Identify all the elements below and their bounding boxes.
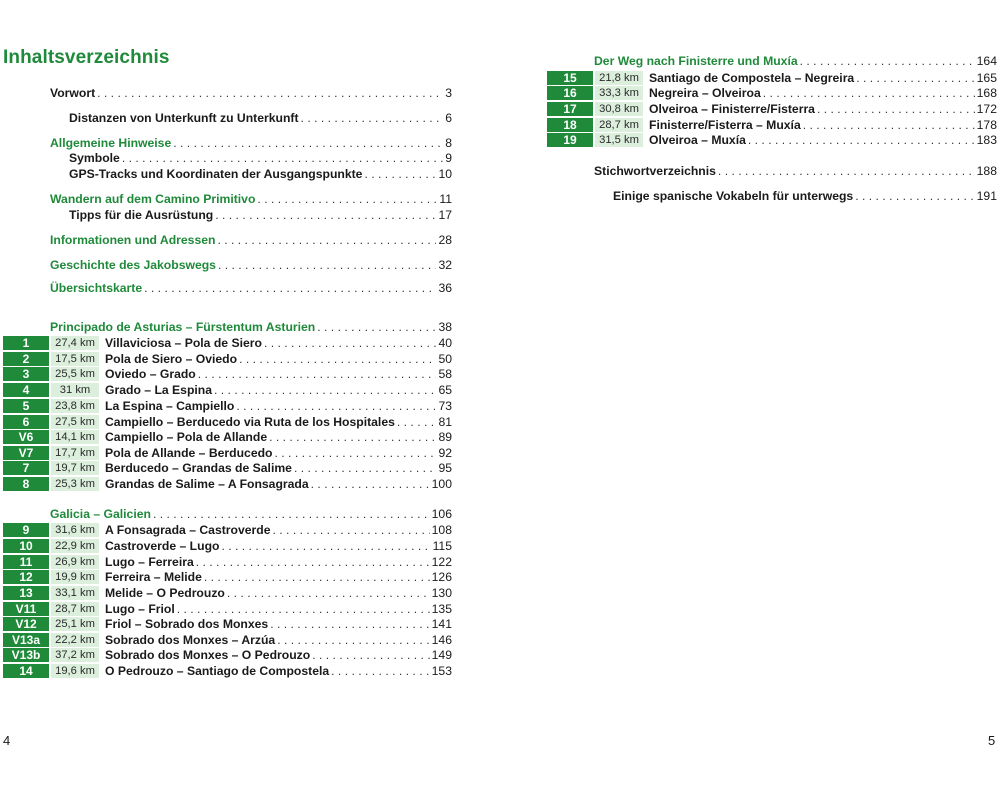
entry-label: Geschichte des Jakobswegs (50, 258, 216, 272)
leader-dots (122, 151, 443, 166)
stage-distance: 25,5 km (51, 367, 99, 381)
stage-page: 58 (438, 366, 452, 381)
stage-number-badge: 6 (3, 415, 49, 429)
stage-distance: 33,1 km (51, 586, 99, 600)
stage-page: 89 (438, 429, 452, 444)
leader-dots (311, 477, 430, 491)
leader-dots (748, 133, 975, 147)
entry-label: Übersichtskarte (50, 281, 143, 295)
entry-page: 3 (445, 86, 452, 100)
stage-row[interactable] (547, 85, 997, 100)
leader-dots (227, 586, 430, 600)
stage-distance: 26,9 km (51, 555, 99, 569)
toc-entry-wandern[interactable] (50, 192, 452, 207)
stage-row[interactable] (3, 663, 452, 678)
leader-dots (217, 233, 436, 248)
entry-page: 32 (438, 258, 452, 272)
stage-page: 141 (431, 616, 452, 631)
leader-dots (803, 118, 975, 132)
stage-distance: 14,1 km (51, 430, 99, 444)
stage-page: 122 (431, 554, 452, 569)
entry-page: 38 (438, 320, 452, 334)
stage-page: 153 (431, 663, 452, 678)
entry-page: 10 (438, 167, 452, 181)
stage-number-badge: V13b (3, 648, 49, 662)
stage-distance: 31,5 km (595, 133, 643, 147)
leader-dots (97, 86, 443, 101)
leader-dots (153, 507, 430, 522)
leader-dots (317, 320, 436, 335)
stage-number-badge: 13 (3, 586, 49, 600)
stage-number-badge: 1 (3, 336, 49, 350)
leader-dots (214, 383, 436, 397)
entry-label: Tipps für die Ausrüstung (69, 208, 214, 222)
stage-number-badge: 17 (547, 102, 593, 116)
leader-dots (270, 617, 429, 631)
stage-row[interactable] (547, 132, 997, 147)
stage-number-badge: 7 (3, 461, 49, 475)
page-number-right: 5 (988, 733, 996, 748)
entry-label: Allgemeine Hinweise (50, 136, 172, 150)
stage-distance: 17,5 km (51, 352, 99, 366)
leader-dots (269, 430, 436, 444)
stage-number-badge: V13a (3, 633, 49, 647)
stage-number-badge: 15 (547, 71, 593, 85)
leader-dots (718, 164, 975, 179)
stage-distance: 28,7 km (595, 118, 643, 132)
stage-number-badge: 18 (547, 118, 593, 132)
leader-dots (204, 570, 430, 584)
toc-entry-vorwort[interactable] (50, 86, 452, 101)
stage-page: 100 (431, 476, 452, 491)
stage-label: Olveiroa – Muxía (649, 132, 746, 147)
stage-row[interactable] (547, 70, 997, 85)
stage-page: 135 (431, 601, 452, 616)
leader-dots (239, 352, 436, 366)
stage-page: 165 (976, 70, 997, 85)
entry-page: 11 (439, 192, 452, 206)
stage-row[interactable] (3, 398, 452, 413)
leader-dots (855, 189, 974, 204)
entry-page: 9 (445, 151, 452, 165)
stage-distance: 31 km (51, 383, 99, 397)
stage-number-badge: 19 (547, 133, 593, 147)
leader-dots (264, 336, 436, 350)
leader-dots (397, 415, 437, 429)
entry-label: Distanzen von Unterkunft zu Unterkunft (69, 111, 299, 125)
toc-section-asturias[interactable] (50, 320, 452, 335)
stage-label: O Pedrouzo – Santiago de Compostela (105, 663, 330, 678)
stage-page: 130 (431, 585, 452, 600)
stage-label: La Espina – Campiello (105, 398, 235, 413)
stage-distance: 27,5 km (51, 415, 99, 429)
stage-number-badge: 5 (3, 399, 49, 413)
leader-dots (294, 461, 436, 475)
toc-title: Inhaltsverzeichnis (3, 47, 170, 68)
toc-entry-distanzen[interactable] (69, 111, 452, 126)
leader-dots (215, 208, 436, 223)
leader-dots (763, 86, 975, 100)
leader-dots (312, 648, 429, 662)
stage-row[interactable] (3, 554, 452, 569)
stage-label: Oviedo – Grado (105, 366, 196, 381)
stage-page: 73 (438, 398, 452, 413)
stage-label: Sobrado dos Monxes – Arzúa (105, 632, 276, 647)
stage-label: A Fonsagrada – Castroverde (105, 522, 271, 537)
stage-label: Campiello – Pola de Allande (105, 429, 268, 444)
stage-label: Pola de Allande – Berducedo (105, 445, 273, 460)
stage-number-badge: V6 (3, 430, 49, 444)
stage-label: Ferreira – Melide (105, 569, 202, 584)
stage-distance: 21,8 km (595, 71, 643, 85)
stage-row[interactable] (547, 101, 997, 116)
stage-number-badge: 8 (3, 477, 49, 491)
entry-label: GPS-Tracks und Koordinaten der Ausgangspunkte (69, 167, 363, 181)
stage-label: Finisterre/Fisterra – Muxía (649, 117, 801, 132)
stage-label: Santiago de Compostela – Negreira (649, 70, 855, 85)
stage-distance: 19,7 km (51, 461, 99, 475)
stage-row[interactable] (3, 335, 452, 350)
entry-page: 17 (438, 208, 452, 222)
section-label: Der Weg nach Finisterre und Muxía (594, 54, 798, 68)
stage-number-badge: 12 (3, 570, 49, 584)
stage-row[interactable] (3, 538, 452, 553)
leader-dots (856, 71, 974, 85)
stage-page: 81 (438, 414, 452, 429)
stage-label: Pola de Siero – Oviedo (105, 351, 238, 366)
stage-row[interactable] (3, 585, 452, 600)
leader-dots (301, 111, 444, 126)
stage-page: 149 (431, 647, 452, 662)
stage-number-badge: V12 (3, 617, 49, 631)
stage-label: Olveiroa – Finisterre/Fisterra (649, 101, 815, 116)
entry-label: Vorwort (50, 86, 96, 100)
stage-distance: 23,8 km (51, 399, 99, 413)
stage-label: Villaviciosa – Pola de Siero (105, 335, 262, 350)
entry-page: 28 (438, 233, 452, 247)
stage-label: Friol – Sobrado dos Monxes (105, 616, 269, 631)
stage-page: 40 (438, 335, 452, 350)
stage-row[interactable] (3, 569, 452, 584)
entry-page: 6 (445, 111, 452, 125)
leader-dots (196, 555, 430, 569)
section-label: Galicia – Galicien (50, 507, 151, 521)
stage-distance: 17,7 km (51, 446, 99, 460)
stage-row[interactable] (3, 429, 452, 444)
stage-page: 115 (432, 538, 452, 553)
toc-entry-informationen[interactable] (50, 233, 452, 248)
stage-number-badge: 11 (3, 555, 49, 569)
stage-label: Berducedo – Grandas de Salime (105, 460, 292, 475)
stage-number-badge: 10 (3, 539, 49, 553)
stage-row[interactable] (547, 117, 997, 132)
stage-page: 172 (976, 101, 997, 116)
stage-distance: 22,2 km (51, 633, 99, 647)
entry-label: Informationen und Adressen (50, 233, 216, 247)
entry-label: Wandern auf dem Camino Primitivo (50, 192, 256, 206)
toc-entry-allgemeine-hinweise[interactable] (50, 136, 452, 151)
stage-distance: 19,9 km (51, 570, 99, 584)
stage-row[interactable] (3, 414, 452, 429)
entry-page: 106 (431, 507, 452, 521)
stage-row[interactable] (3, 601, 452, 616)
leader-dots (257, 192, 437, 207)
leader-dots (817, 102, 975, 116)
stage-number-badge: 2 (3, 352, 49, 366)
stage-row[interactable] (3, 460, 452, 475)
stage-distance: 33,3 km (595, 86, 643, 100)
stage-label: Lugo – Ferreira (105, 554, 194, 569)
toc-section-galicia[interactable] (50, 507, 452, 522)
stage-page: 168 (976, 85, 997, 100)
stage-page: 95 (438, 460, 452, 475)
stage-distance: 25,1 km (51, 617, 99, 631)
stage-number-badge: 16 (547, 86, 593, 100)
stage-row[interactable] (3, 522, 452, 537)
stage-row[interactable] (3, 476, 452, 491)
stage-row[interactable] (3, 632, 452, 647)
leader-dots (221, 539, 430, 553)
stage-distance: 19,6 km (51, 664, 99, 678)
stage-label: Grandas de Salime – A Fonsagrada (105, 476, 309, 491)
stage-row[interactable] (3, 647, 452, 662)
stage-distance: 31,6 km (51, 523, 99, 537)
stage-page: 108 (431, 522, 452, 537)
stage-distance: 27,4 km (51, 336, 99, 350)
entry-page: 164 (976, 54, 997, 68)
stage-label: Negreira – Olveiroa (649, 85, 761, 100)
leader-dots (198, 367, 437, 381)
stage-distance: 37,2 km (51, 648, 99, 662)
stage-number-badge: 3 (3, 367, 49, 381)
toc-entry-gps-tracks[interactable] (69, 167, 452, 182)
toc-entry-geschichte[interactable] (50, 258, 452, 273)
stage-number-badge: 9 (3, 523, 49, 537)
stage-number-badge: V7 (3, 446, 49, 460)
toc-entry-symbole[interactable] (69, 151, 452, 166)
leader-dots (800, 54, 975, 69)
stage-page: 92 (438, 445, 452, 460)
leader-dots (331, 664, 430, 678)
entry-label: Symbole (69, 151, 120, 165)
stage-label: Castroverde – Lugo (105, 538, 220, 553)
entry-page: 188 (976, 164, 997, 178)
stage-label: Campiello – Berducedo via Ruta de los Hospitales (105, 414, 395, 429)
stage-row[interactable] (3, 616, 452, 631)
toc-entry-stichwortverzeichnis[interactable] (594, 164, 997, 179)
entry-page: 36 (438, 281, 452, 295)
leader-dots (275, 446, 437, 460)
section-label: Principado de Asturias – Fürstentum Asturien (50, 320, 316, 334)
stage-distance: 25,3 km (51, 477, 99, 491)
page-number-left: 4 (3, 733, 11, 748)
leader-dots (177, 602, 430, 616)
entry-page: 8 (445, 136, 452, 150)
stage-label: Lugo – Friol (105, 601, 175, 616)
toc-entry-tipps[interactable] (69, 208, 452, 223)
leader-dots (173, 136, 443, 151)
stage-distance: 22,9 km (51, 539, 99, 553)
stage-label: Grado – La Espina (105, 382, 213, 397)
leader-dots (218, 258, 436, 273)
stage-row[interactable] (3, 382, 452, 397)
leader-dots (236, 399, 436, 413)
leader-dots (277, 633, 429, 647)
stage-distance: 30,8 km (595, 102, 643, 116)
entry-label: Stichwortverzeichnis (594, 164, 716, 178)
stage-page: 65 (438, 382, 452, 397)
stage-row[interactable] (3, 366, 452, 381)
entry-label: Einige spanische Vokabeln für unterwegs (613, 189, 854, 203)
toc-section-finisterre[interactable] (594, 54, 997, 69)
stage-page: 146 (431, 632, 452, 647)
stage-row[interactable] (3, 445, 452, 460)
stage-row[interactable] (3, 351, 452, 366)
stage-distance: 28,7 km (51, 602, 99, 616)
stage-page: 50 (438, 351, 452, 366)
leader-dots (273, 523, 430, 537)
stage-label: Melide – O Pedrouzo (105, 585, 225, 600)
stage-number-badge: 14 (3, 664, 49, 678)
leader-dots (144, 281, 436, 296)
stage-number-badge: 4 (3, 383, 49, 397)
stage-page: 126 (431, 569, 452, 584)
toc-entry-vokabeln[interactable] (613, 189, 997, 204)
stage-label: Sobrado dos Monxes – O Pedrouzo (105, 647, 311, 662)
toc-entry-uebersichtskarte[interactable] (50, 281, 452, 296)
entry-page: 191 (976, 189, 997, 203)
stage-page: 178 (976, 117, 997, 132)
stage-page: 183 (976, 132, 997, 147)
leader-dots (364, 167, 436, 182)
stage-number-badge: V11 (3, 602, 49, 616)
